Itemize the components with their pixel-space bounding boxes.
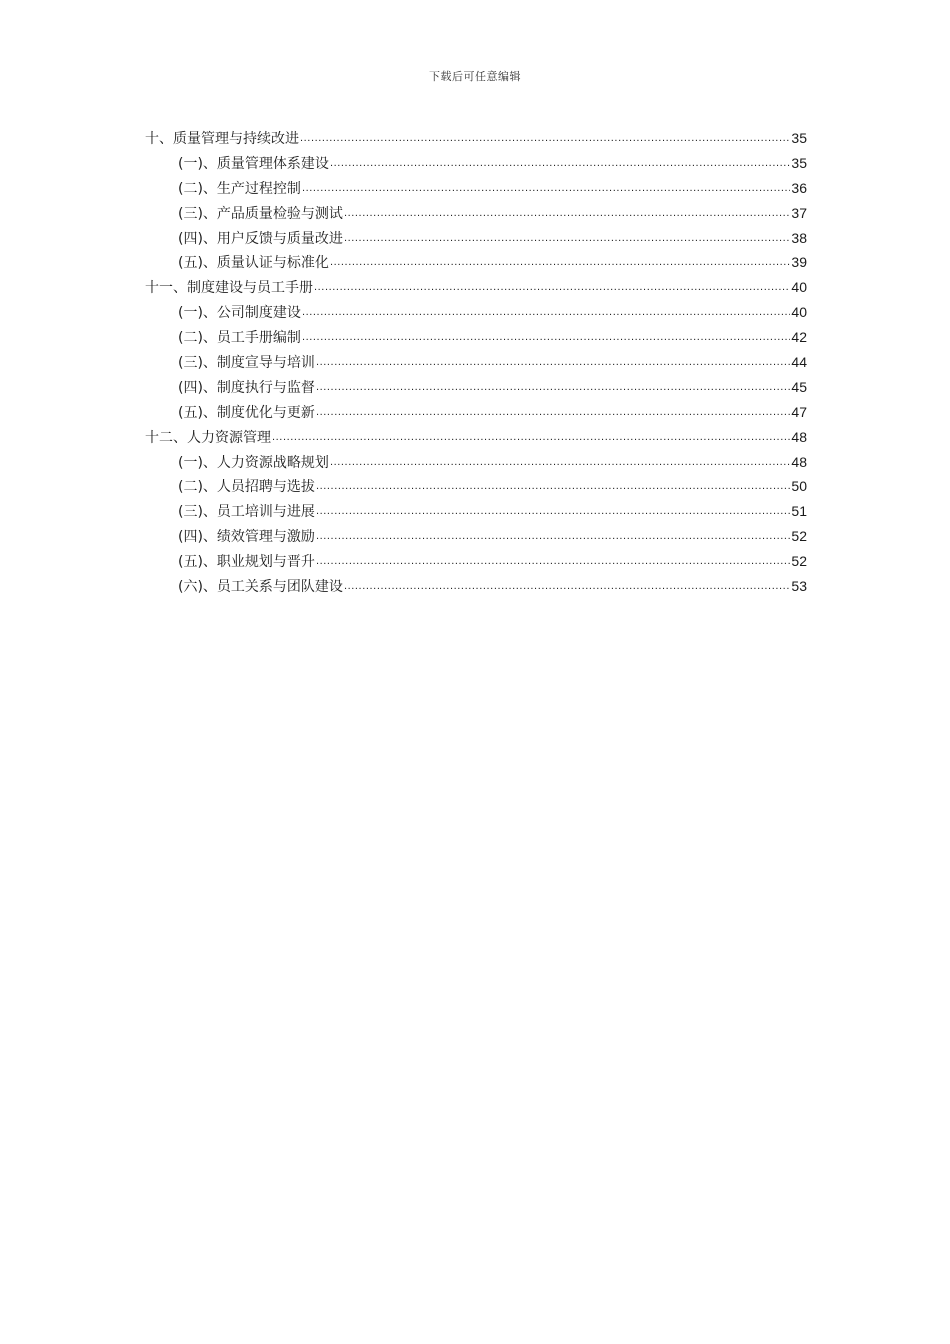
toc-entry-page: 48 (791, 428, 807, 445)
toc-entry[interactable] (145, 574, 807, 599)
toc-entry-page: 42 (791, 329, 807, 346)
toc-dot-leader (316, 498, 790, 524)
toc-entry-page: 37 (791, 204, 807, 221)
toc-dot-leader (330, 449, 790, 475)
toc-entry-title: (五)、质量认证与标准化 (178, 255, 329, 272)
toc-entry-page: 52 (791, 553, 807, 570)
toc-entry[interactable] (145, 375, 807, 400)
toc-entry-title: (二)、生产过程控制 (178, 180, 301, 197)
toc-entry[interactable] (145, 176, 807, 201)
toc-entry[interactable] (145, 350, 807, 375)
toc-entry-page: 40 (791, 279, 807, 296)
toc-entry[interactable] (145, 400, 807, 425)
toc-entry-page: 36 (791, 179, 807, 196)
page-header-note: 下载后可任意编辑 (429, 70, 521, 83)
toc-dot-leader (344, 225, 790, 251)
table-of-contents (145, 126, 807, 599)
toc-entry-page: 48 (791, 453, 807, 470)
toc-entry-page: 51 (791, 503, 807, 520)
toc-entry-title: (二)、员工手册编制 (178, 330, 301, 347)
toc-entry-title: (三)、产品质量检验与测试 (178, 205, 343, 222)
toc-dot-leader (314, 274, 790, 300)
toc-entry-title: (六)、员工关系与团队建设 (178, 579, 343, 596)
toc-entry-page: 35 (791, 130, 807, 146)
toc-dot-leader (316, 473, 790, 499)
toc-entry[interactable] (145, 474, 807, 499)
toc-dot-leader (344, 573, 790, 599)
toc-dot-leader (302, 324, 790, 350)
toc-entry-page: 45 (791, 378, 807, 395)
toc-dot-leader (302, 175, 790, 201)
toc-entry-page: 40 (791, 304, 807, 321)
toc-dot-leader (316, 374, 790, 400)
toc-entry[interactable] (145, 151, 807, 176)
toc-entry[interactable] (145, 450, 807, 475)
toc-entry-title: (一)、公司制度建设 (178, 305, 301, 322)
toc-entry[interactable] (145, 524, 807, 549)
toc-dot-leader (300, 125, 790, 151)
toc-entry-title: (四)、制度执行与监督 (178, 379, 315, 396)
toc-entry-page: 50 (791, 478, 807, 495)
toc-entry-page: 35 (791, 154, 807, 171)
toc-entry[interactable] (145, 325, 807, 350)
toc-dot-leader (316, 399, 790, 425)
toc-entry-page: 44 (791, 354, 807, 371)
toc-entry-title: (三)、员工培训与进展 (178, 504, 315, 521)
toc-dot-leader (302, 299, 790, 325)
toc-entry-title: (二)、人员招聘与选拔 (178, 479, 315, 496)
toc-dot-leader (344, 200, 790, 226)
toc-entry[interactable] (145, 549, 807, 574)
toc-dot-leader (316, 548, 790, 574)
toc-entry-title: (一)、质量管理体系建设 (178, 155, 329, 172)
toc-entry-title: 十一、制度建设与员工手册 (145, 280, 313, 297)
toc-entry-title: 十二、人力资源管理 (145, 429, 271, 446)
toc-entry-title: (一)、人力资源战略规划 (178, 454, 329, 471)
toc-entry[interactable] (145, 201, 807, 226)
toc-entry-title: 十、质量管理与持续改进 (145, 131, 299, 147)
toc-entry-title: (四)、用户反馈与质量改进 (178, 230, 343, 247)
toc-entry-page: 38 (791, 229, 807, 246)
toc-dot-leader (316, 349, 790, 375)
toc-entry[interactable] (145, 226, 807, 251)
toc-dot-leader (330, 150, 790, 176)
toc-entry[interactable] (145, 300, 807, 325)
toc-entry-title: (五)、职业规划与晋升 (178, 554, 315, 571)
toc-entry[interactable] (145, 425, 807, 450)
toc-entry[interactable] (145, 275, 807, 300)
toc-entry-title: (五)、制度优化与更新 (178, 404, 315, 421)
toc-dot-leader (316, 523, 790, 549)
toc-entry-title: (四)、绩效管理与激励 (178, 529, 315, 546)
toc-entry-page: 52 (791, 528, 807, 545)
toc-dot-leader (330, 249, 790, 275)
toc-entry[interactable] (145, 250, 807, 275)
toc-entry-page: 53 (791, 578, 807, 595)
toc-entry-title: (三)、制度宣导与培训 (178, 355, 315, 372)
toc-entry-page: 47 (791, 403, 807, 420)
toc-entry[interactable] (145, 499, 807, 524)
toc-entry-page: 39 (791, 254, 807, 271)
toc-entry[interactable] (145, 126, 807, 151)
toc-dot-leader (272, 424, 790, 450)
